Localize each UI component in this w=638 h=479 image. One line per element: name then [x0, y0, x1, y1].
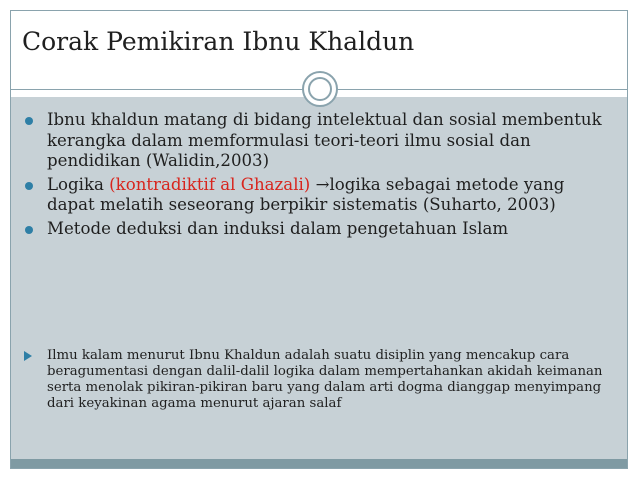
- bullet-list: [22, 110, 617, 242]
- arrow-bullet-icon: [24, 351, 32, 361]
- bullet-rest: logika sebagai metode yang dapat melatih seseorang berpikir sistematis (Suharto, 2003): [47, 174, 565, 214]
- bullet-text: Metode deduksi dan induksi dalam pengetahuan Islam: [47, 218, 509, 238]
- bullet-item-logika: [22, 175, 617, 216]
- sub-bullet-text: Ilmu kalam menurut Ibnu Khaldun adalah suatu disiplin yang mencakup cara beragumentasi dengan dalil-dalil logika dalam mempertahankan akidah keimanan serta menolak pikiran-pikiran baru yang dalam arti dogma dianggap menyimpang dari keyakinan agama menurut ajaran salaf: [47, 348, 603, 411]
- bullet-dot-icon: [25, 117, 33, 125]
- sub-bullet-item: [22, 348, 617, 412]
- bullet-prefix: Logika: [47, 174, 110, 194]
- right-arrow-icon: →: [310, 174, 330, 194]
- bullet-highlight: (kontradiktif al Ghazali): [109, 174, 311, 194]
- bullet-item-metode: [22, 219, 617, 240]
- bullet-dot-icon: [25, 182, 33, 190]
- bullet-dot-icon: [25, 226, 33, 234]
- circle-ornament-icon: [302, 71, 338, 107]
- circle-inner-ring: [308, 77, 332, 101]
- bullet-item-intelektual: [22, 110, 617, 172]
- bullet-text: Ibnu khaldun matang di bidang intelektual dan sosial membentuk kerangka dalam memformulasi teori-teori ilmu sosial dan pendidikan (Walidin,2003): [47, 110, 602, 170]
- slide-title: Corak Pemikiran Ibnu Khaldun: [22, 27, 415, 56]
